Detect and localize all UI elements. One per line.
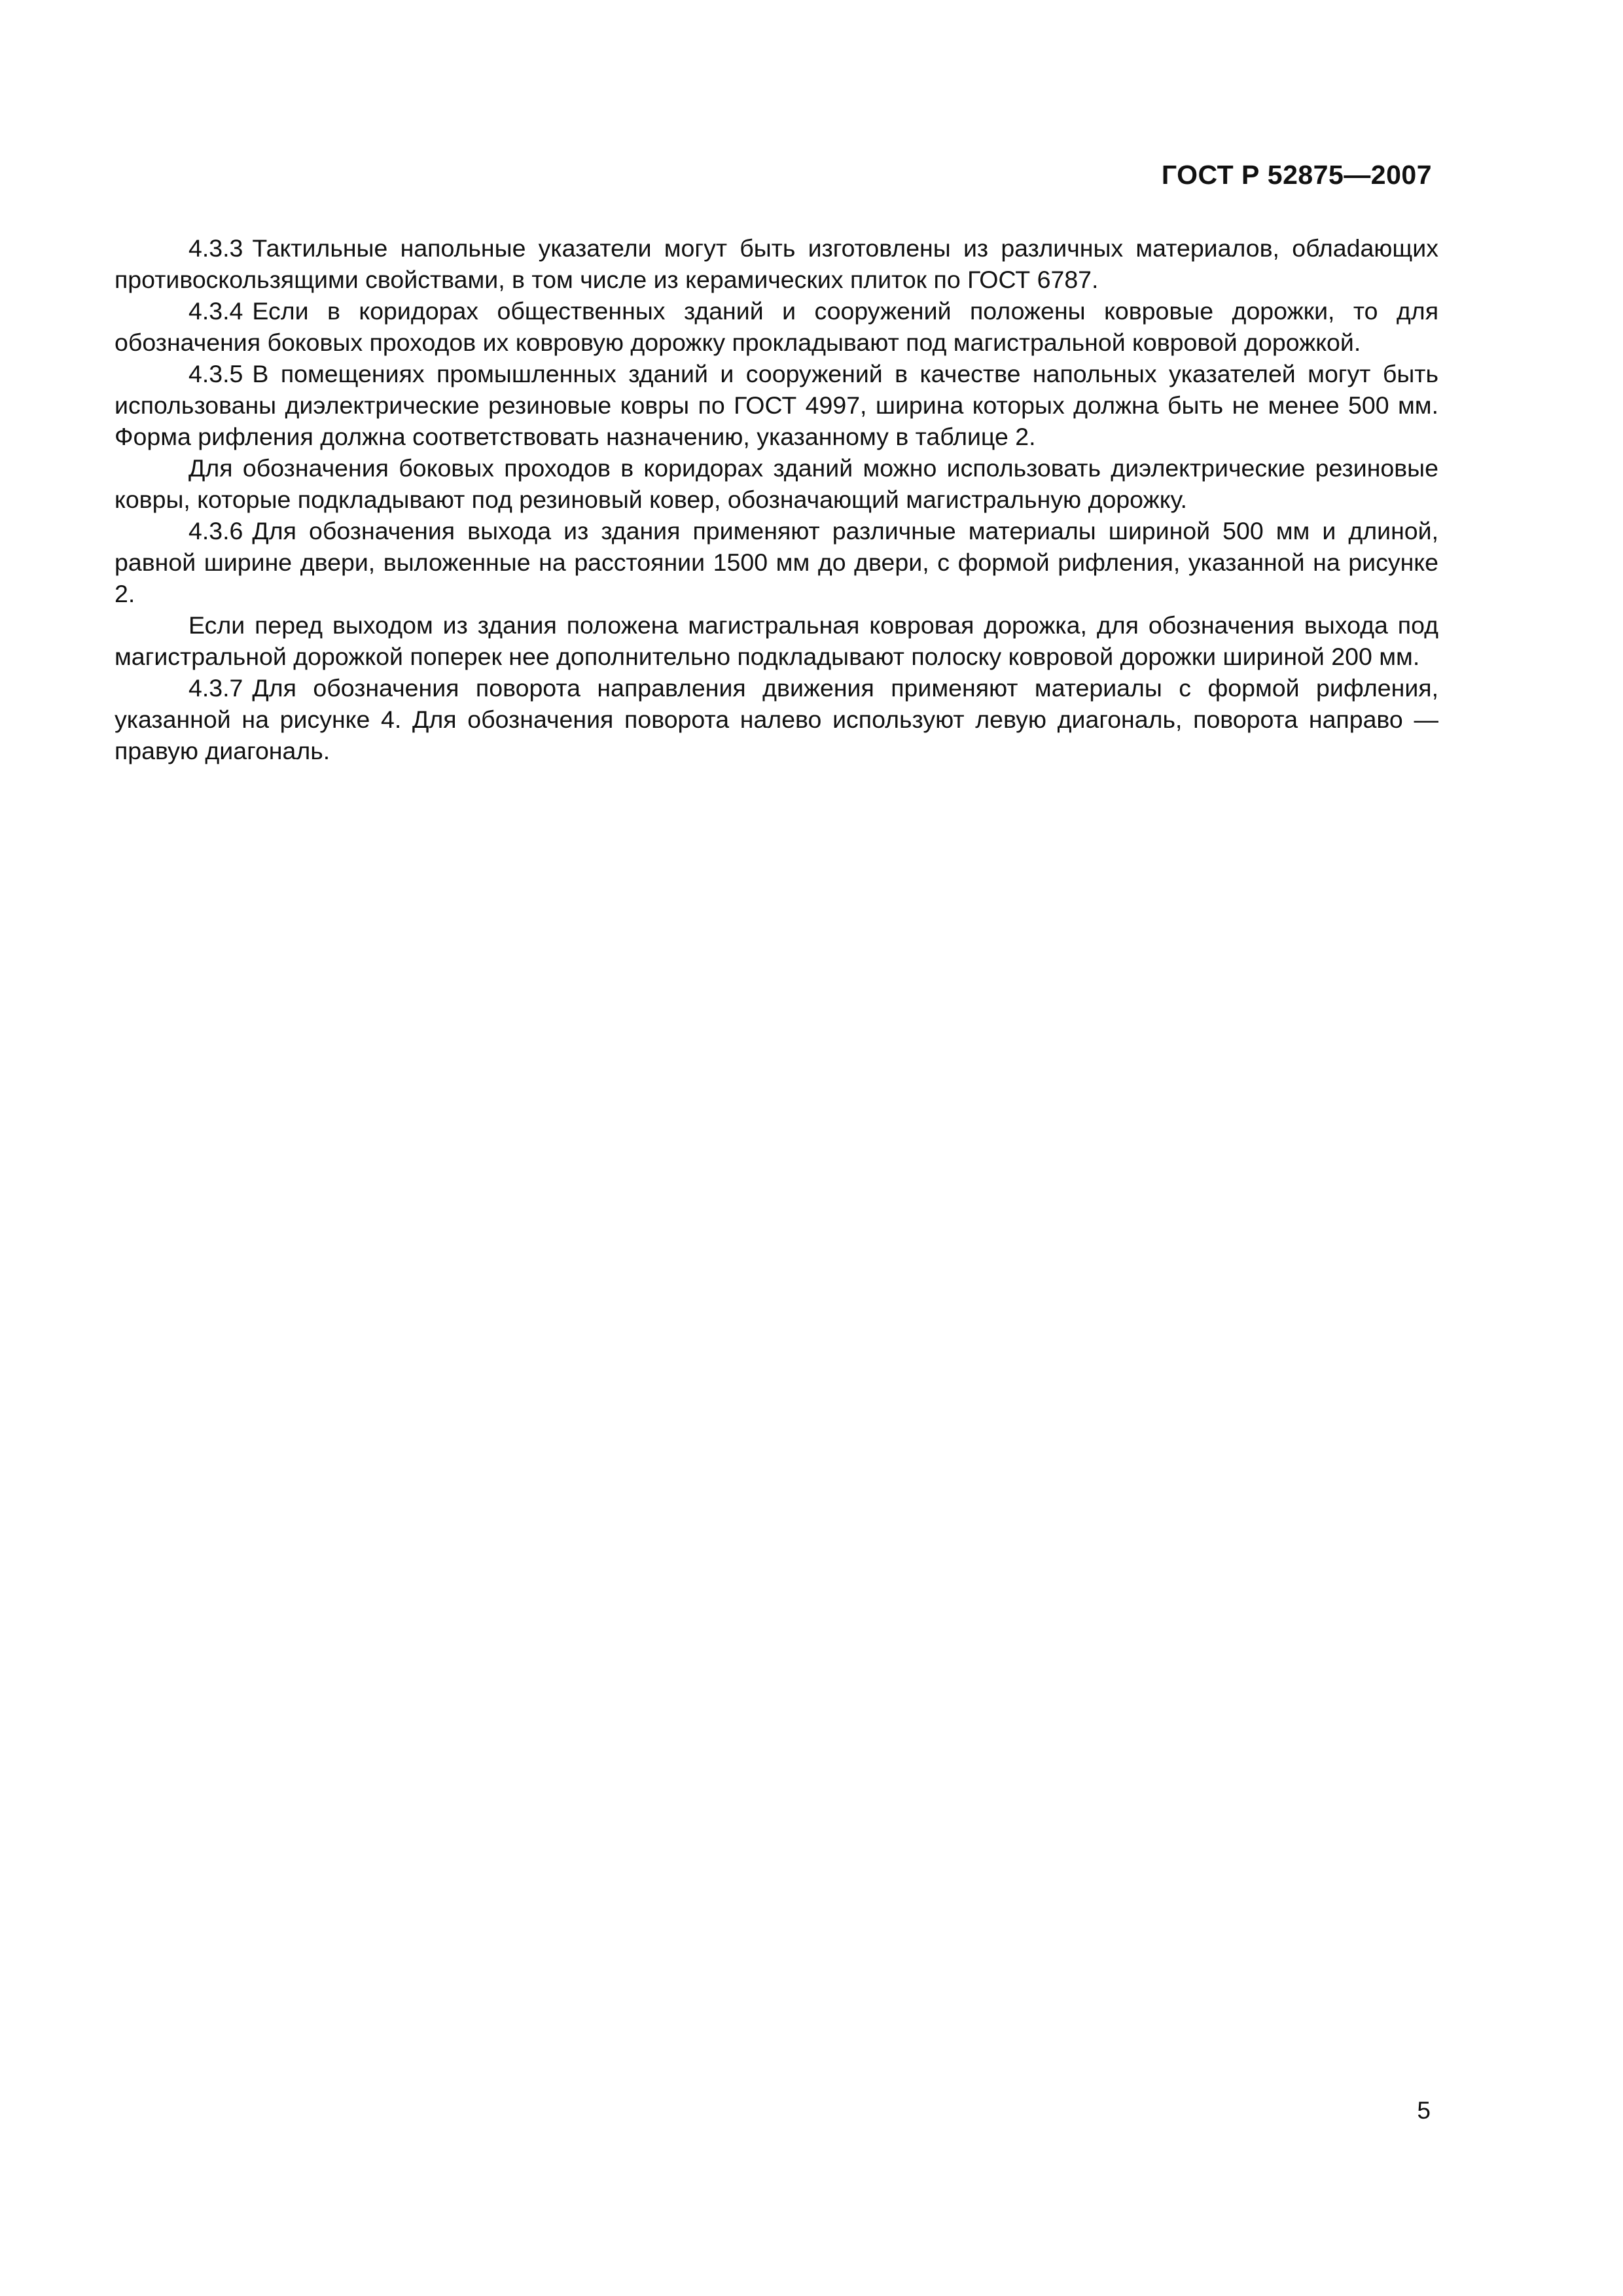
document-body bbox=[115, 232, 1438, 766]
paragraph-text: Для обозначения боковых проходов в коридорах зданий можно использовать диэлектрические резиновые ковры, которые подкладывают под резиновый ковер, обозначающий магистральную дорожку. bbox=[115, 454, 1438, 513]
paragraph-4-3-3 bbox=[115, 232, 1438, 295]
document-code-header: ГОСТ Р 52875—2007 bbox=[1161, 160, 1432, 190]
paragraph-number: 4.3.7 bbox=[188, 674, 243, 702]
paragraph-text: Если в коридорах общественных зданий и сооружений положены ковровые дорожки, то для обозначения боковых проходов их ковровую дорожку прокладывают под магистральной ковровой дорожкой. bbox=[115, 297, 1438, 356]
paragraph-text: Для обозначения поворота направления движения применяют материалы с формой рифления, указанной на рисунке 4. Для обозначения поворота налево используют левую диагональ, поворота направо — правую диагональ. bbox=[115, 674, 1438, 764]
paragraph-number: 4.3.6 bbox=[188, 517, 243, 545]
paragraph-4-3-6 bbox=[115, 515, 1438, 609]
paragraph-text: Если перед выходом из здания положена магистральная ковровая дорожка, для обозначения выхода под магистральной дорожкой поперек нее дополнительно подкладывают полоску ковровой дорожки шириной 200 мм. bbox=[115, 611, 1438, 670]
paragraph-text: Для обозначения выхода из здания применяют различные материалы шириной 500 мм и длиной, равной ширине двери, выложенные на расстоянии 1500 мм до двери, с формой рифления, указанной на рисунке 2. bbox=[115, 517, 1438, 607]
paragraph-4-3-4 bbox=[115, 295, 1438, 358]
paragraph-4-3-5-continued bbox=[115, 452, 1438, 515]
page-number: 5 bbox=[1417, 2097, 1431, 2124]
paragraph-text: Тактильные напольные указатели могут быть изготовлены из различных материалов, облаdающих противоскользящими свойствами, в том числе из керамических плиток по ГОСТ 6787. bbox=[115, 234, 1438, 293]
paragraph-text: В помещениях промышленных зданий и сооружений в качестве напольных указателей могут быть использованы диэлектрические резиновые ковры по ГОСТ 4997, ширина которых должна быть не менее 500 мм. Форма рифления должна соответствовать назначению, указанному в таблице 2. bbox=[115, 360, 1438, 450]
paragraph-4-3-5 bbox=[115, 358, 1438, 452]
paragraph-number: 4.3.5 bbox=[188, 360, 243, 387]
paragraph-4-3-7 bbox=[115, 672, 1438, 766]
paragraph-4-3-6-continued bbox=[115, 609, 1438, 672]
paragraph-number: 4.3.4 bbox=[188, 297, 243, 325]
paragraph-number: 4.3.3 bbox=[188, 234, 243, 262]
